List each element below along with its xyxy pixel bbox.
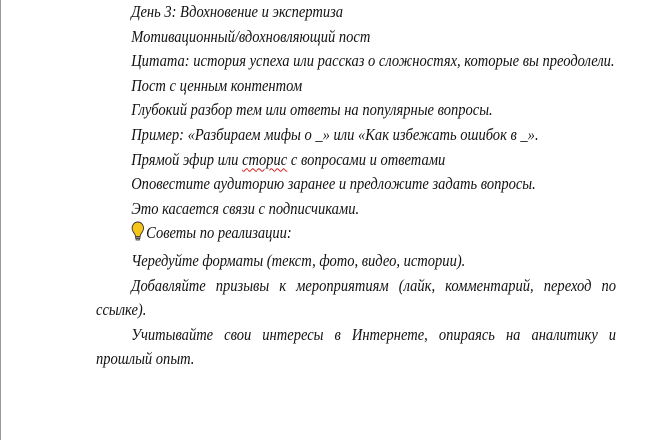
day-heading: День 3: Вдохновение и экспертиза xyxy=(131,2,344,21)
misspelled-word[interactable]: сторис xyxy=(242,149,288,169)
paragraph xyxy=(96,148,616,173)
paragraph: Глубокий разбор тем или ответы на популярные вопросы. xyxy=(131,100,493,120)
paragraph: Оповестите аудиторию заранее и предложите задать вопросы. xyxy=(131,174,536,194)
paragraph: Чередуйте форматы (текст, фото, видео, истории). xyxy=(131,250,466,270)
paragraph: Пример: «Разбираем мифы о _» или «Как избежать ошибок в _». xyxy=(131,124,539,144)
paragraph: Добавляйте призывы к мероприятиям (лайк, комментарий, переход по ссылке). xyxy=(96,275,617,320)
paragraph xyxy=(96,221,616,249)
page-left-edge xyxy=(0,0,1,440)
text-run: Прямой эфир или xyxy=(131,149,239,169)
tips-heading: Советы по реализации: xyxy=(146,223,292,243)
paragraph: Учитывайте свои интересы в Интернете, опираясь на аналитику и прошлый опыт. xyxy=(96,324,617,369)
paragraph: Пост с ценным контентом xyxy=(131,75,303,95)
paragraph: Цитата: история успеха или рассказ о сложностях, которые вы преодолели. xyxy=(131,51,615,71)
document-body[interactable] xyxy=(96,0,616,372)
paragraph: Мотивационный/вдохновляющий пост xyxy=(131,26,371,46)
lightbulb-icon xyxy=(131,221,144,249)
text-run: с вопросами и ответами xyxy=(290,149,446,169)
paragraph: Это касается связи с подписчиками. xyxy=(131,198,360,218)
